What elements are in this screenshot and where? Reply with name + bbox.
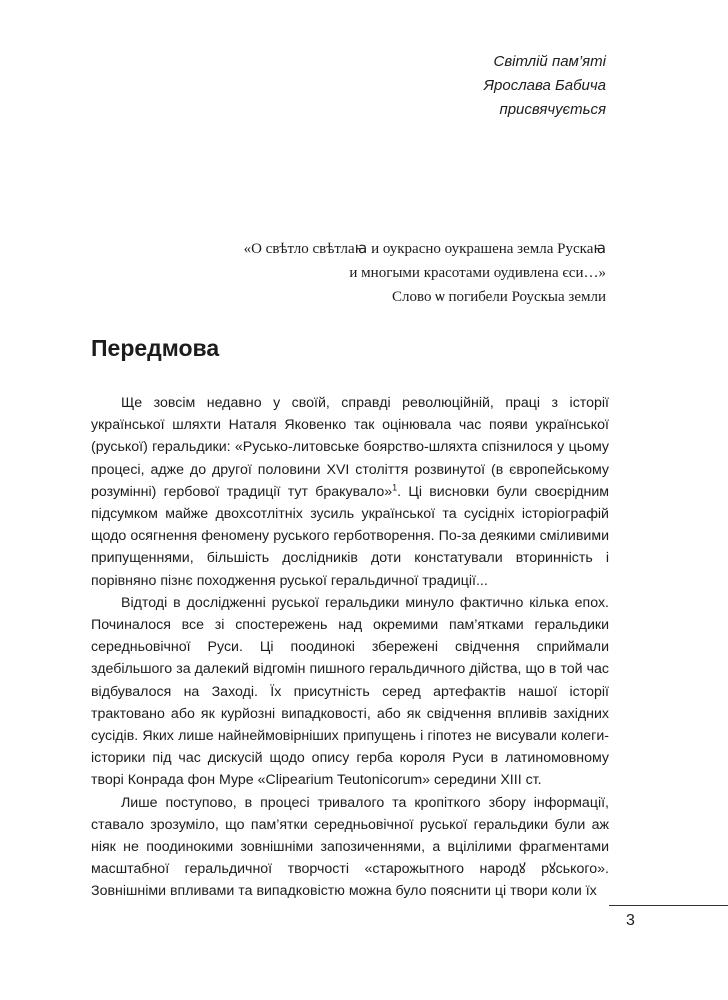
dedication	[484, 50, 606, 122]
epigraph-line: и многыми красотами оудивлена єси…»	[349, 265, 606, 281]
section-heading: Передмова	[91, 335, 220, 361]
page-number: 3	[626, 912, 635, 929]
paragraph	[91, 392, 609, 592]
paragraph: Відтоді в дослідженні руської геральдики минуло фактично кілька епох. Починалося все зі спостережень над окремими пам’ятками геральдики середньовічної Руси. Ці поодинокі збережені свідчення сприймали здебільшого за далекий відгомін пишного геральдичного дійства, що в той час відбувалося на Заході. Їх присутність серед артефактів нашої історії трактовано або як курйозні випадковості, або як свідчення впливів західних сусідів. Яких лише найнеймовірніших припущень і гіпотез не висували колеги-історики під час дискусій щодо опису герба короля Руси в латиномовному творі Конрада фон Муре «Clipearium Teutonicorum» середини XIII ст.	[91, 594, 609, 789]
epigraph-source: Слово ѡ погибели Роускыа земли	[392, 289, 606, 305]
footer-rule	[609, 905, 728, 906]
epigraph-line: «О свѣтло свѣтлаꙗ и оукрасно оукрашена земла Рускаꙗ	[243, 241, 606, 257]
paragraph-text: . Ці висновки були своєрідним підсумком майже двохсотлітніх зусиль української та сусідніх історіографій щодо осягнення феномену руського герботворення. По-за деякими сміливими припущеннями, більшість дослідників доти констатували вторинність і порівняно пізнє походження руської геральдичної традиції...	[91, 483, 610, 589]
dedication-line: Ярослава Бабича	[483, 77, 606, 94]
footnote-marker[interactable]: 1	[392, 482, 398, 493]
body-text	[91, 392, 609, 903]
dedication-line: Світлій пам’яті	[493, 53, 606, 70]
dedication-line: присвячується	[499, 101, 606, 118]
epigraph	[244, 237, 606, 309]
paragraph-text: Ще зовсім недавно у своїй, справді революційній, праці з історії української шляхти Наталя Яковенко так оцінювала час появи української (руської) геральдики: «Русько-литовське боярство-шляхта спізнилося у цьому процесі, адже до другої половини XVI століття розвинутої (в європейському розумінні) гербової традиції тут бракувало»	[91, 395, 609, 500]
paragraph: Лише поступово, в процесі тривалого та кропіткого збору інформації, ставало зрозуміло, що пам’ятки середньовічної руської геральдики були аж ніяк не поодинокими зовнішніми запозиченнями, а вцілілими фрагментами масштабної геральдичної творчості «старожытного народꙋ рꙋського». Зовнішніми впливами та випадковістю можна було пояснити ці твори коли їх	[91, 794, 609, 900]
